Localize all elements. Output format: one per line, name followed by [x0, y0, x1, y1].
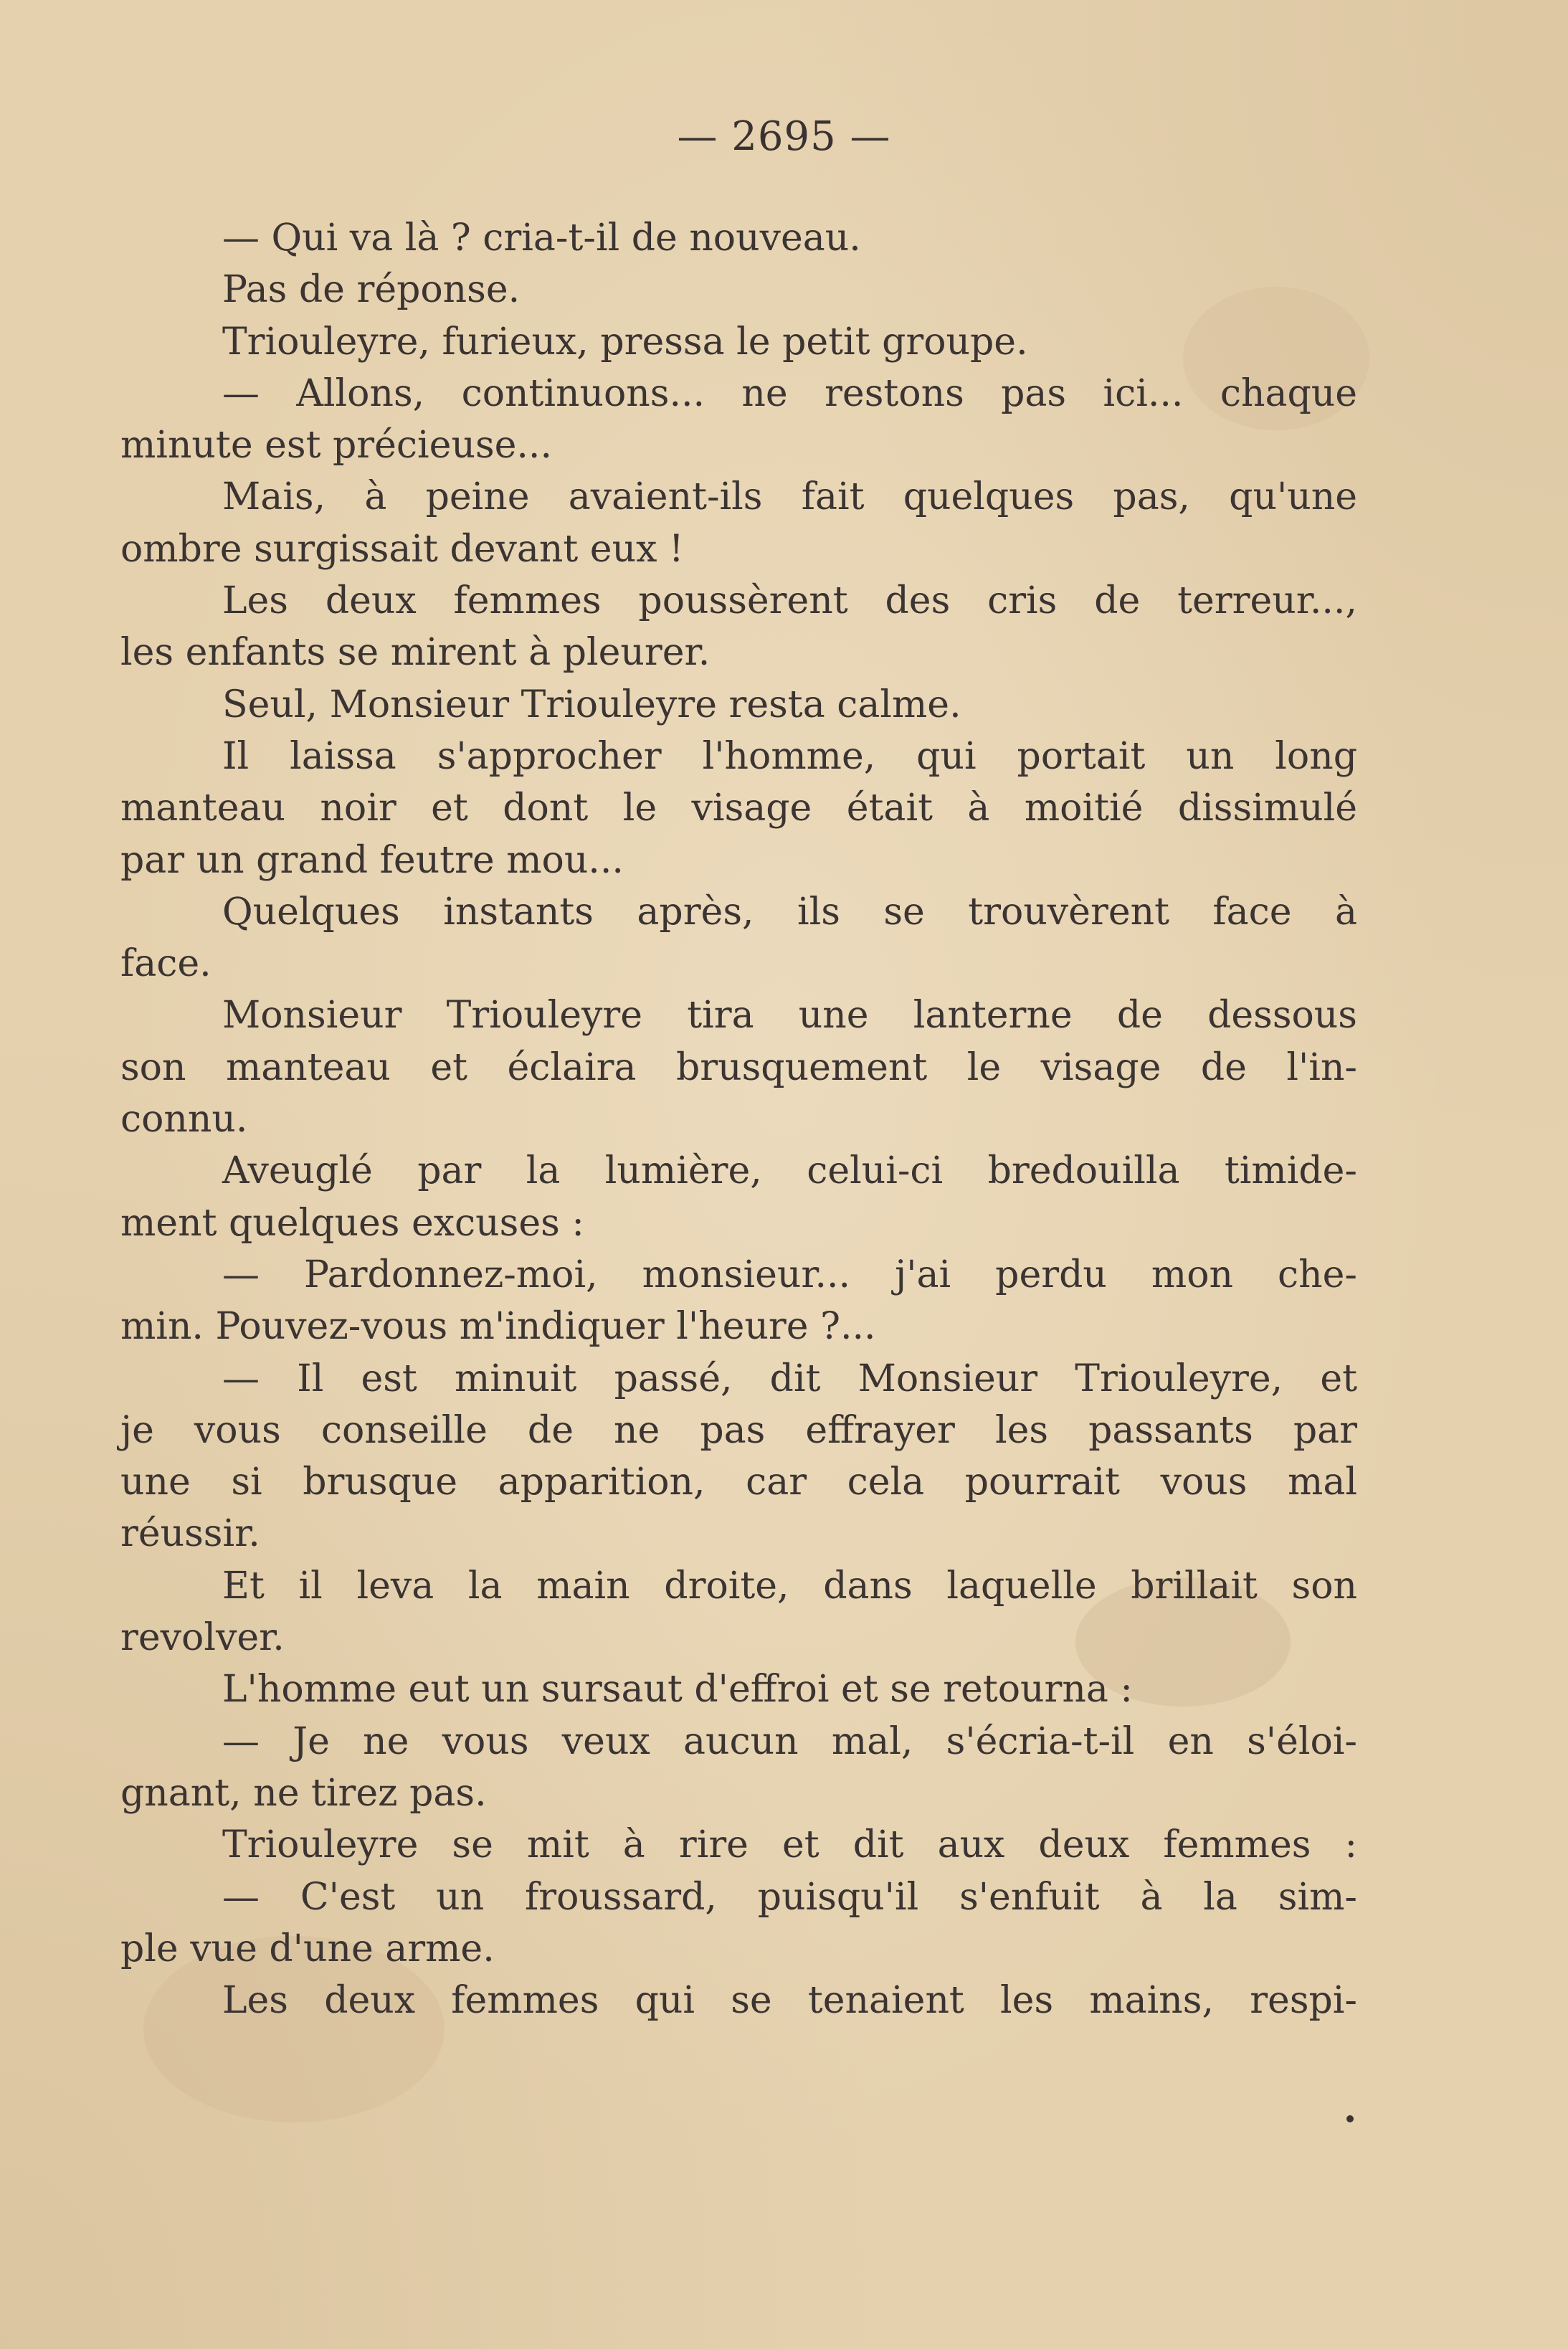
text-line: par un grand feutre mou...	[120, 838, 624, 882]
page-number: — 2695 —	[677, 113, 891, 160]
text-line: Les deux femmes poussèrent des cris de terreur...,	[222, 579, 1357, 623]
text-line: face.	[120, 942, 212, 986]
text-line: les enfants se mirent à pleurer.	[120, 631, 711, 675]
text-line: ombre surgissait devant eux !	[120, 527, 684, 571]
text-line: manteau noir et dont le visage était à moitié dissimulé	[120, 787, 1357, 830]
text-line: Il laissa s'approcher l'homme, qui portait un long	[222, 734, 1357, 778]
text-line: — Je ne vous veux aucun mal, s'écria-t-il en s'éloi-	[222, 1719, 1357, 1763]
body-text	[120, 212, 1357, 2026]
text-line: ment quelques excuses :	[120, 1201, 584, 1245]
text-line: min. Pouvez-vous m'indiquer l'heure ?...	[120, 1305, 876, 1349]
text-line: — Allons, continuons... ne restons pas ici... chaque	[222, 371, 1357, 415]
text-line: Les deux femmes qui se tenaient les mains, respi-	[222, 1979, 1357, 2023]
text-line: ple vue d'une arme.	[120, 1927, 495, 1970]
text-line: Quelques instants après, ils se trouvèrent face à	[222, 890, 1357, 934]
text-line: Seul, Monsieur Triouleyre resta calme.	[222, 683, 961, 726]
text-line: gnant, ne tirez pas.	[120, 1771, 487, 1815]
text-line: Pas de réponse.	[222, 268, 521, 312]
text-line: connu.	[120, 1098, 248, 1142]
text-line: Et il leva la main droite, dans laquelle brillait son	[222, 1564, 1357, 1608]
text-line: Aveuglé par la lumière, celui-ci bredouilla timide-	[222, 1149, 1357, 1193]
text-line: — C'est un froussard, puisqu'il s'enfuit à la sim-	[222, 1875, 1357, 1919]
text-line: son manteau et éclaira brusquement le visage de l'in-	[120, 1045, 1357, 1089]
text-line: une si brusque apparition, car cela pourrait vous mal	[120, 1461, 1357, 1504]
text-line: — Il est minuit passé, dit Monsieur Triouleyre, et	[222, 1357, 1357, 1400]
text-line: L'homme eut un sursaut d'effroi et se retourna :	[222, 1668, 1133, 1712]
text-line: — Pardonnez-moi, monsieur... j'ai perdu mon che-	[222, 1253, 1357, 1296]
text-line: Triouleyre se mit à rire et dit aux deux femmes :	[222, 1823, 1357, 1867]
text-line: — Qui va là ? cria-t-il de nouveau.	[222, 217, 861, 260]
text-line: minute est précieuse...	[120, 424, 552, 468]
text-line: Monsieur Triouleyre tira une lanterne de dessous	[222, 994, 1357, 1038]
ink-dot	[1346, 2115, 1354, 2122]
text-line: revolver.	[120, 1616, 285, 1660]
text-line: je vous conseille de ne pas effrayer les passants par	[120, 1408, 1357, 1452]
text-line: Triouleyre, furieux, pressa le petit groupe.	[222, 320, 1028, 364]
text-line: Mais, à peine avaient-ils fait quelques pas, qu'une	[222, 475, 1357, 519]
text-line: réussir.	[120, 1512, 260, 1556]
